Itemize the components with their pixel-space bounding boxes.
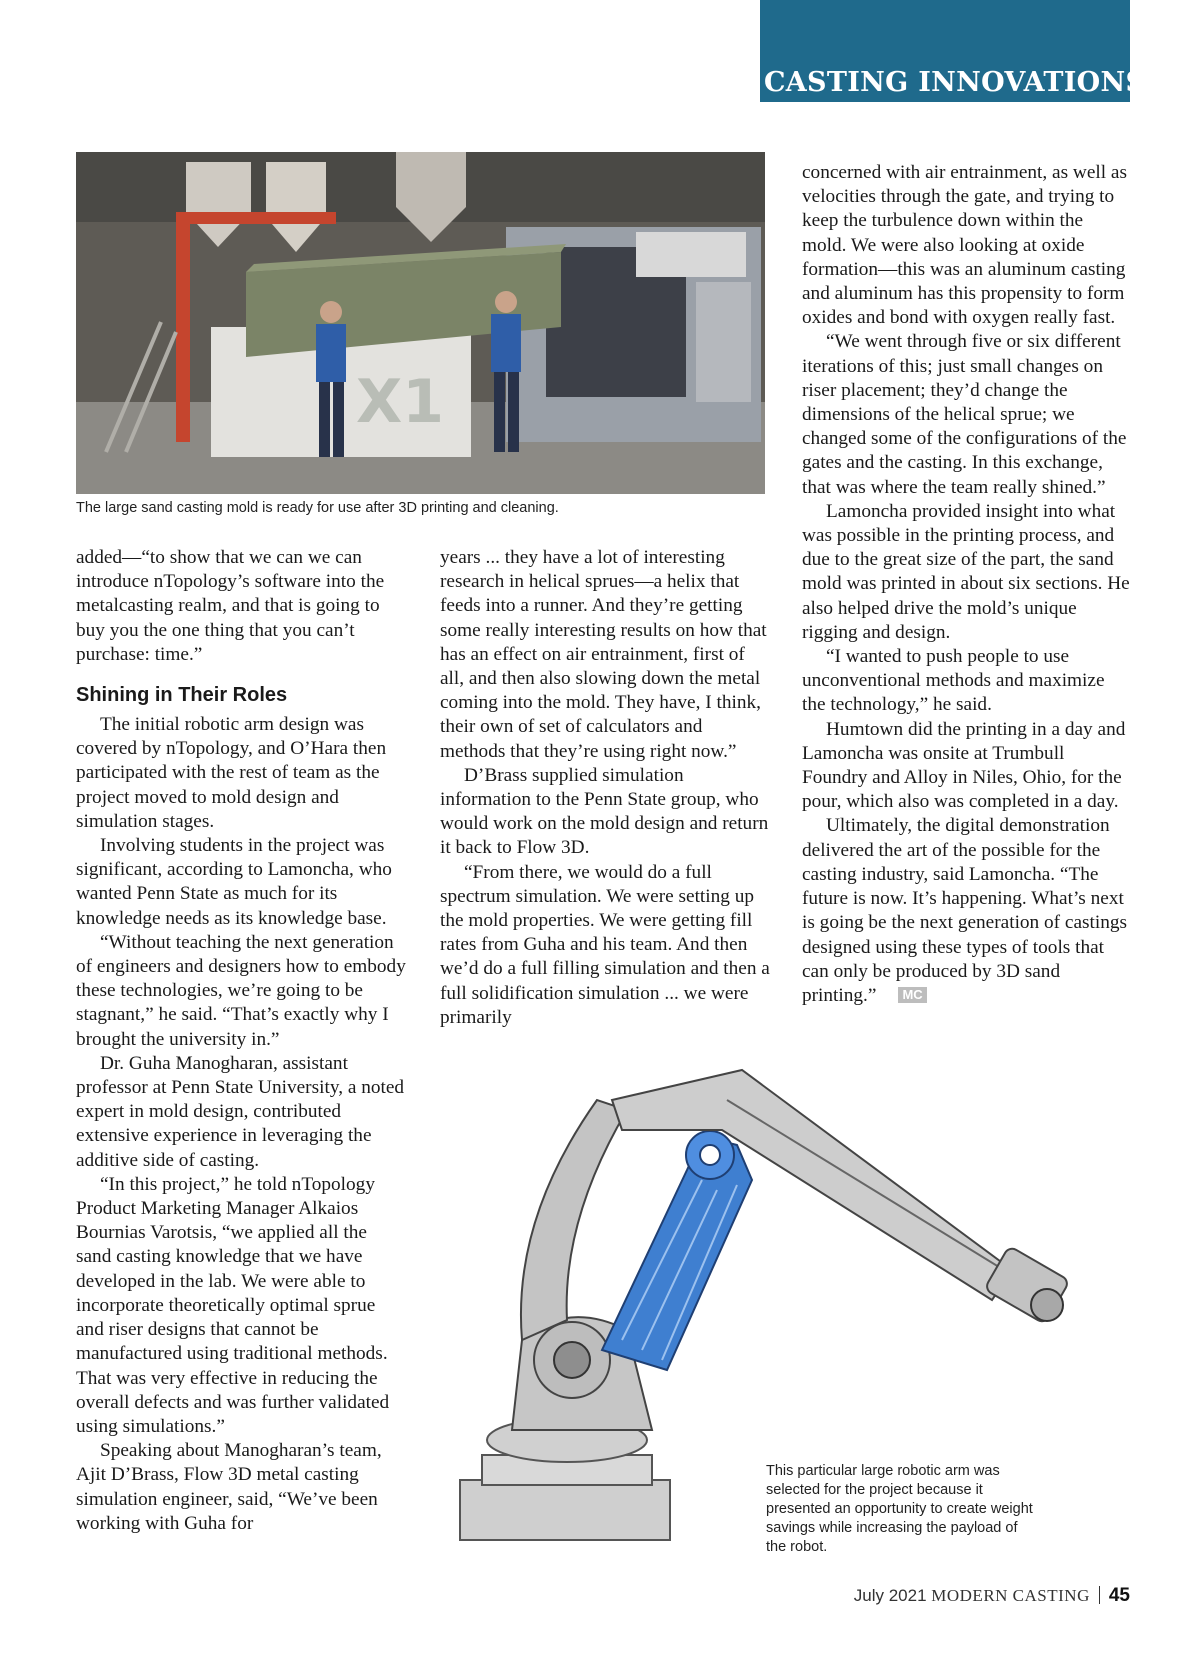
paragraph: concerned with air entrainment, as well as velocities through the gate, and trying to keep the turbulence down within the mold. We were also looking at oxide formation—this was an aluminum casting and aluminum has this propensity to form oxides and bond with oxygen really fast. <box>802 162 1127 329</box>
paragraph: “We went through five or six different iterations of this; just small changes on riser placement; they’d change the dimensions of the helical sprue; we changed some of the configurations of the gates and the casting. In this exchange, that was where the team really shined.” <box>802 331 1127 498</box>
issue-date: July 2021 <box>853 1586 927 1605</box>
paragraph: added—“to show that we can we can introduce nTopology’s software into the metalcasting realm, and that is going to buy you the one thing that you can’t purchase: time.” <box>76 547 385 665</box>
paragraph: The initial robotic arm design was covered by nTopology, and O’Hara then participated with the rest of team as the project moved to mold design and simulation stages. <box>76 714 387 832</box>
page-footer <box>800 1585 1130 1607</box>
paragraph: Speaking about Manogharan’s team, Ajit D’Brass, Flow 3D metal casting simulation engineer, said, “We’ve been working with Guha for <box>76 1440 382 1534</box>
paragraph: “In this project,” he told nTopology Product Marketing Manager Alkaios Bournias Varotsis, “we applied all the sand casting knowledge that we have developed in the lab. We were able to incorporate theoretically optimal sprue and riser designs that cannot be manufactured using traditional methods. That was very effective in reducing the overall defects and was further validated using simulations.” <box>76 1173 390 1437</box>
end-mark-icon: MC <box>898 987 926 1003</box>
section-title: CASTING INNOVATIONS <box>764 67 1146 98</box>
paragraph: years ... they have a lot of interesting research in helical sprues—a helix that feeds into a runner. And they’re getting some really interesting results on how that has an effect on air entrainment, first of all, and then also slowing down the metal coming into the mold. They have, I think, their own of set of calculators and methods that they’re using right now.” <box>440 547 767 762</box>
page-number: 45 <box>1108 1585 1130 1606</box>
sand-mold-photo <box>76 152 765 494</box>
article-column-3 <box>802 161 1132 1008</box>
paragraph: “Without teaching the next generation of engineers and designers how to embody these technologies, we’re going to be stagnant,” he said. “That’s exactly why I brought the university in.” <box>76 931 406 1050</box>
subheading: Shining in Their Roles <box>76 684 288 707</box>
top-photo-caption: The large sand casting mold is ready for use after 3D printing and cleaning. <box>76 500 559 516</box>
paragraph-text: Ultimately, the digital demonstration delivered the art of the possible for the casting industry, said Lamoncha. “The future is now. It’s happening. What’s next is going be the next generation of castings designed using these types of tools that can only be produced by 3D sand printing.” <box>802 815 1128 1006</box>
paragraph: D’Brass supplied simulation information to the Penn State group, who would work on the mold design and return it back to Flow 3D. <box>440 764 769 859</box>
paragraph: “From there, we would do a full spectrum simulation. We were setting up the mold properties. We were getting fill rates from Guha and his team. And then we’d do a full filling simulation and then a full solidification simulation ... we were primarily <box>440 861 770 1028</box>
paragraph: Lamoncha provided insight into what was possible in the printing process, and due to the great size of the part, the sand mold was printed in about six sections. He also helped drive the mold’s unique rigging and design. <box>802 500 1130 643</box>
footer-divider <box>1099 1586 1100 1604</box>
section-header-band <box>760 0 1146 102</box>
paragraph: Humtown did the printing in a day and Lamoncha was onsite at Trumbull Foundry and Alloy in Niles, Ohio, for the pour, which also was completed in a day. <box>802 718 1126 813</box>
article-column-1 <box>76 546 406 1536</box>
paragraph: Involving students in the project was significant, according to Lamoncha, who wanted Penn State as much for its knowledge needs as its knowledge base. <box>76 835 392 929</box>
paragraph: “I wanted to push people to use unconventional methods and maximize the technology,” he said. <box>802 646 1105 716</box>
paragraph <box>802 814 1132 1008</box>
robot-figure-caption: This particular large robotic arm was selected for the project because it presented an opportunity to create weight savings while increasing the payload of the robot. <box>766 1463 1033 1555</box>
paragraph: Dr. Guha Manogharan, assistant professor at Penn State University, a noted expert in mold design, contributed extensive experience in leveraging the additive side of casting. <box>76 1052 405 1171</box>
publication-name: MODERN CASTING <box>931 1586 1090 1605</box>
article-column-2 <box>440 546 770 1030</box>
svg-text:X1: X1 <box>356 367 445 437</box>
